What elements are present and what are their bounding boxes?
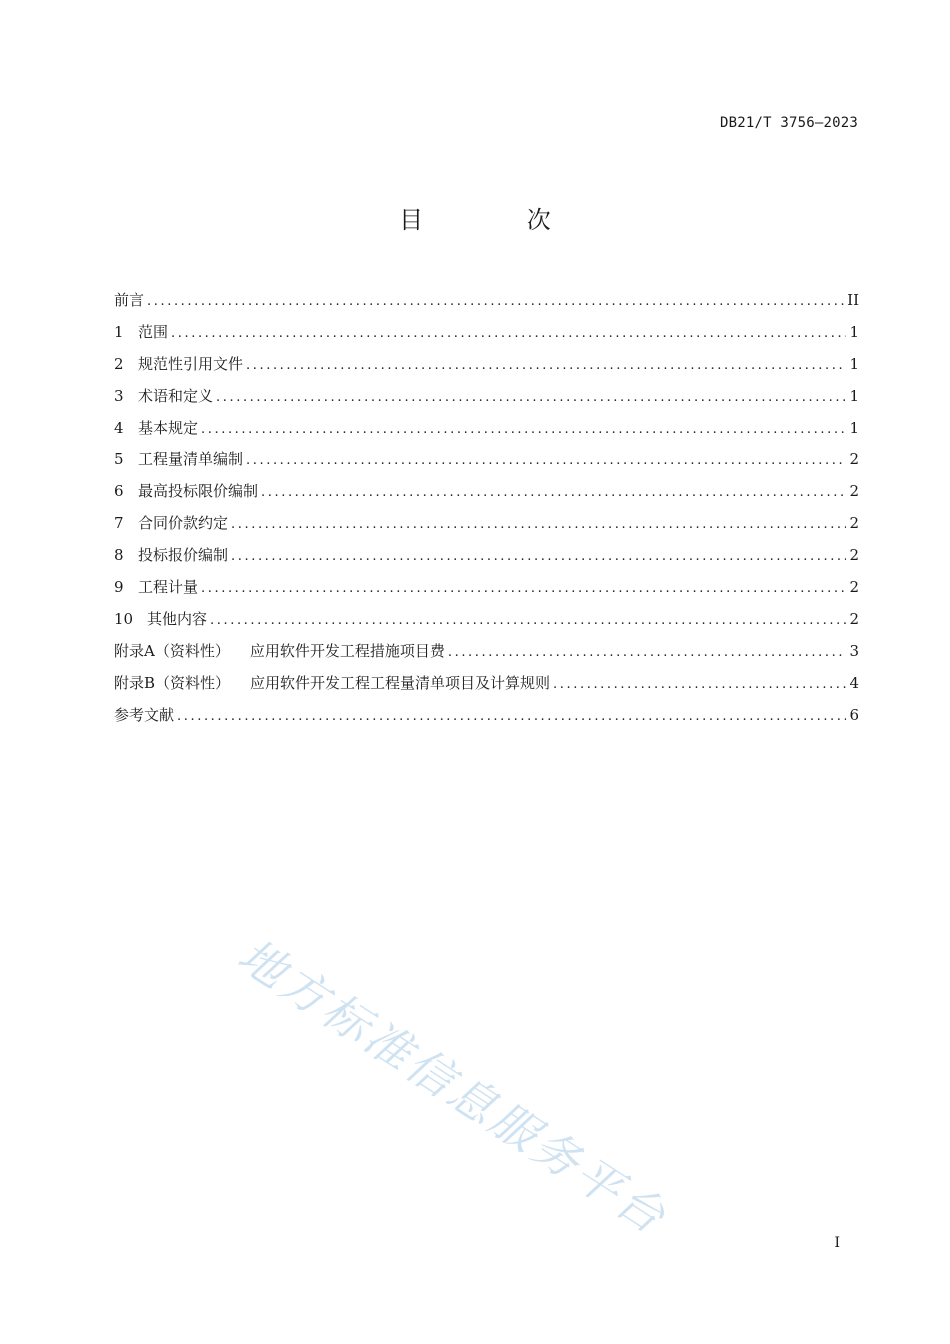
toc-leader-dots [553, 673, 846, 697]
toc-leader-dots [231, 513, 846, 537]
toc-entry-label: 投标报价编制 [138, 546, 229, 565]
page-number: I [834, 1235, 840, 1251]
watermark: 地方标准信息服务平台 [228, 927, 678, 1246]
toc-entry-label [114, 639, 445, 663]
toc-entry-number: 2 [114, 354, 124, 373]
appendix-prefix: 附录A（资料性） [114, 641, 230, 660]
toc-entry-label: 其他内容 [147, 609, 208, 628]
toc-entry-page: 1 [849, 386, 859, 405]
toc-entry-6[interactable] [114, 479, 859, 511]
appendix-title: 应用软件开发工程工程量清单项目及计算规则 [250, 673, 551, 692]
toc-entry-page: 2 [849, 514, 859, 533]
toc-entry-foreword[interactable] [114, 288, 859, 320]
toc-entry-label: 前言 [114, 291, 145, 309]
toc-entry-page: 1 [849, 354, 859, 373]
toc-entry-page: 4 [849, 673, 859, 692]
toc-entry-label: 工程计量 [138, 578, 199, 597]
toc-entry-10[interactable] [114, 607, 859, 639]
toc-entry-number: 3 [114, 386, 124, 405]
toc-entry-number: 7 [114, 514, 124, 533]
toc-leader-dots [448, 641, 847, 665]
toc-leader-dots [246, 354, 846, 378]
toc-entry-label: 基本规定 [138, 418, 199, 437]
toc-entry-page: 2 [849, 450, 859, 469]
toc-entry-page: 2 [849, 578, 859, 597]
toc-entry-8[interactable] [114, 543, 859, 575]
toc-entry-7[interactable] [114, 511, 859, 543]
toc-entry-references[interactable] [114, 703, 859, 735]
toc-leader-dots [201, 577, 846, 601]
toc-title: 目 次 [399, 206, 599, 234]
document-code: DB21/T 3756—2023 [719, 115, 858, 131]
toc-leader-dots [177, 705, 846, 729]
toc-entry-number: 1 [114, 322, 124, 341]
toc-entry-number: 9 [114, 578, 124, 597]
toc-entry-label: 范围 [138, 322, 169, 341]
toc-entry-label: 参考文献 [114, 705, 175, 724]
toc-entry-label: 最高投标限价编制 [138, 482, 259, 501]
toc-entry-number: 10 [114, 609, 134, 628]
toc-leader-dots [261, 481, 846, 505]
toc-entry-label: 工程量清单编制 [138, 450, 244, 469]
toc-entry-page: 2 [849, 546, 859, 565]
toc-leader-dots [201, 418, 846, 442]
toc-leader-dots [231, 545, 846, 569]
toc-entry-page: 1 [849, 322, 859, 341]
toc-entry-number: 6 [114, 482, 124, 501]
toc-entry-label [114, 671, 550, 695]
toc-entry-5[interactable] [114, 447, 859, 479]
toc-leader-dots [216, 386, 846, 410]
toc-entry-label: 术语和定义 [138, 386, 214, 405]
toc-entry-number: 8 [114, 546, 124, 565]
toc-entry-2[interactable] [114, 352, 859, 384]
toc-entry-page: 2 [849, 609, 859, 628]
toc-entry-appendix-b[interactable] [114, 671, 859, 703]
toc-entry-9[interactable] [114, 575, 859, 607]
appendix-prefix: 附录B（资料性） [114, 673, 231, 692]
toc-entry-page: 1 [849, 418, 859, 437]
toc-leader-dots [171, 322, 846, 346]
toc-entry-number: 5 [114, 450, 124, 469]
toc-entry-3[interactable] [114, 384, 859, 416]
toc-entry-label: 规范性引用文件 [138, 354, 244, 373]
toc-leader-dots [147, 290, 844, 314]
toc-entry-page: II [847, 291, 859, 309]
toc-entry-page: 2 [849, 482, 859, 501]
toc-entry-4[interactable] [114, 416, 859, 448]
toc-entry-appendix-a[interactable] [114, 639, 859, 671]
appendix-title: 应用软件开发工程措施项目费 [249, 641, 445, 660]
toc-leader-dots [210, 609, 846, 633]
toc-entry-label: 合同价款约定 [138, 514, 229, 533]
toc-entry-page: 3 [849, 641, 859, 660]
toc-leader-dots [246, 449, 846, 473]
toc-entry-1[interactable] [114, 320, 859, 352]
toc-entry-page: 6 [849, 705, 859, 724]
toc-entry-number: 4 [114, 418, 124, 437]
table-of-contents [114, 288, 859, 734]
